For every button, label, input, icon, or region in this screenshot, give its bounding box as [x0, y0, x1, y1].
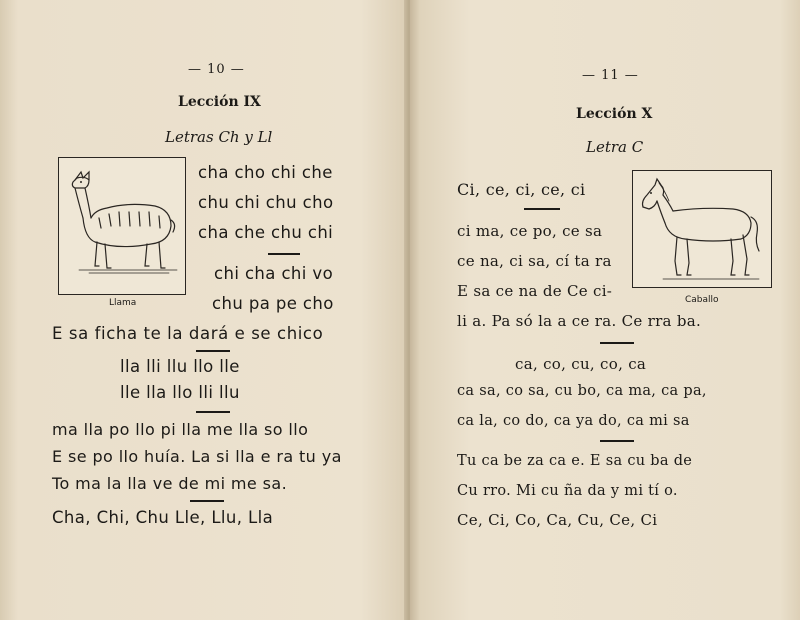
- separator-rule: [600, 440, 634, 442]
- text-line: Cu rro. Mi cu ña da y mi tí o.: [457, 483, 678, 499]
- lesson-title: Lección IX: [178, 94, 261, 110]
- text-line: E sa ficha te la dará e se chico: [52, 324, 324, 343]
- text-line: lla lli llu llo lle: [120, 357, 240, 376]
- separator-rule: [190, 500, 224, 502]
- text-line: E sa ce na de Ce ci-: [457, 282, 613, 300]
- separator-rule: [196, 411, 230, 413]
- separator-rule: [196, 350, 230, 352]
- horse-illustration-icon: [633, 171, 770, 286]
- separator-rule: [600, 342, 634, 344]
- page-number: — 11 —: [582, 68, 639, 83]
- text-line: Tu ca be za ca e. E sa cu ba de: [457, 453, 693, 469]
- text-line: ci ma, ce po, ce sa: [457, 222, 603, 240]
- llama-illustration-icon: [59, 158, 184, 278]
- text-line: li a. Pa só la a ce ra. Ce rra ba.: [457, 312, 702, 330]
- illustration-caption: Llama: [109, 298, 137, 308]
- text-line: Ce, Ci, Co, Ca, Cu, Ce, Ci: [457, 511, 658, 529]
- text-line: ca sa, co sa, cu bo, ca ma, ca pa,: [457, 383, 707, 399]
- text-line: ma lla po llo pi lla me lla so llo: [52, 420, 309, 439]
- text-line: E se po llo huía. La si lla e ra tu ya: [52, 447, 342, 466]
- text-line: Ci, ce, ci, ce, ci: [457, 180, 586, 199]
- lesson-subtitle: Letras Ch y Ll: [165, 128, 273, 146]
- illustration-caption: Caballo: [685, 295, 719, 305]
- separator-rule: [268, 253, 300, 255]
- text-line: lle lla llo lli llu: [120, 383, 240, 402]
- lesson-title: Lección X: [576, 106, 653, 122]
- text-line: ca, co, cu, co, ca: [515, 355, 647, 373]
- lesson-subtitle: Letra C: [586, 138, 644, 156]
- text-line: cha cho chi che: [198, 163, 333, 182]
- illustration-frame: [58, 157, 186, 308]
- text-line: cha che chu chi: [198, 223, 334, 242]
- page-number: — 10 —: [188, 62, 245, 77]
- text-line: ca la, co do, ca ya do, ca mi sa: [457, 413, 690, 429]
- separator-rule: [524, 208, 560, 210]
- text-line: ce na, ci sa, cí ta ra: [457, 252, 612, 270]
- text-line: To ma la lla ve de mi me sa.: [52, 474, 288, 493]
- text-line: chu chi chu cho: [198, 193, 334, 212]
- right-page: [410, 0, 800, 620]
- text-line: Cha, Chi, Chu Lle, Llu, Lla: [52, 508, 274, 527]
- text-line: chi cha chi vo: [214, 264, 334, 283]
- illustration-frame: [632, 170, 772, 305]
- text-line: chu pa pe cho: [212, 294, 334, 313]
